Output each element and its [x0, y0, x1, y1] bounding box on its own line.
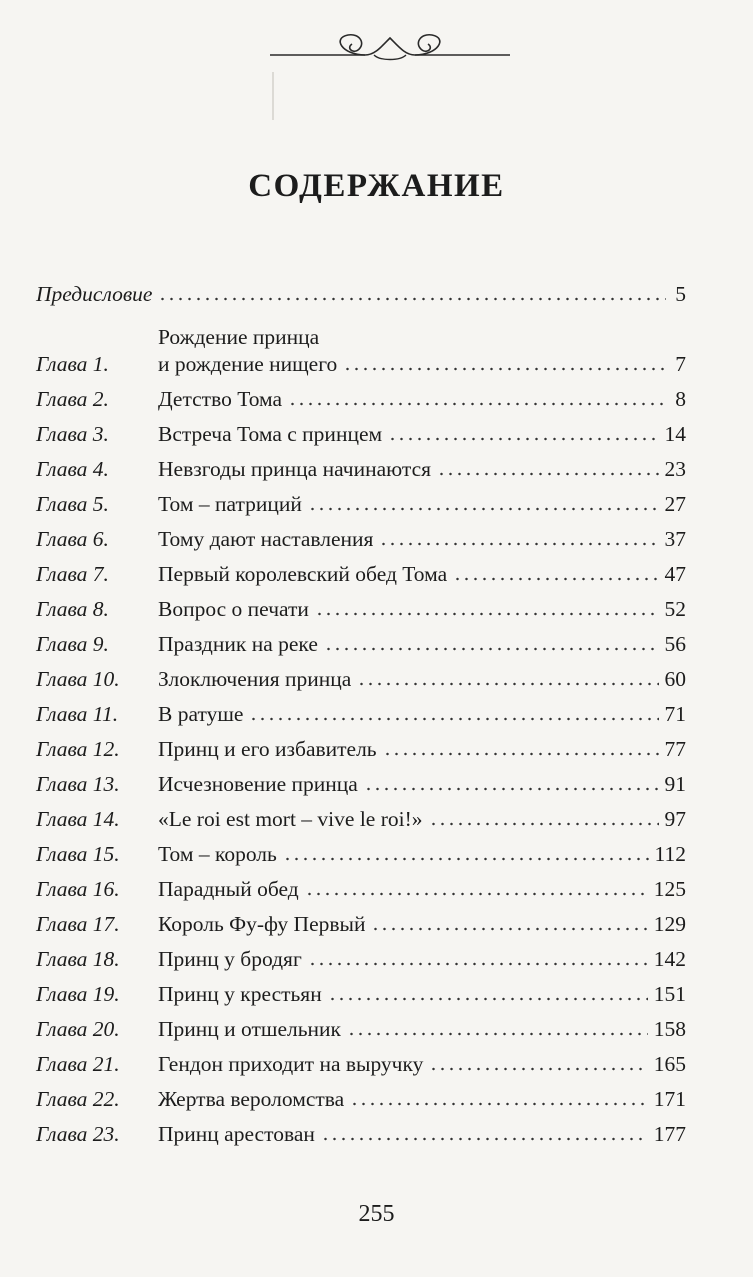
entry-body [158, 596, 686, 623]
chapter-title [158, 324, 337, 378]
dot-leader [305, 891, 648, 897]
chapter-label: Глава 15. [36, 842, 120, 866]
chapter-title-line: Вопрос о печати [158, 597, 309, 621]
chapter-page: 23 [664, 457, 686, 481]
chapter-title [158, 491, 302, 518]
chapter-page: 151 [653, 982, 686, 1006]
chapter-title-line: Том – король [158, 842, 277, 866]
toc-entry[interactable] [36, 1078, 686, 1113]
chapter-page: 97 [664, 807, 686, 831]
entry-body [158, 771, 686, 798]
toc-entry[interactable] [36, 728, 686, 763]
table-of-contents [36, 265, 686, 1148]
chapter-title-line: Гендон приходит на выручку [158, 1052, 424, 1076]
entry-body [158, 324, 686, 378]
entry-body [158, 631, 686, 658]
chapter-page: 52 [664, 597, 686, 621]
toc-entry[interactable] [36, 553, 686, 588]
chapter-page: 77 [664, 737, 686, 761]
toc-entry-preface[interactable] [36, 265, 686, 308]
chapter-title-line: Принц у бродяг [158, 947, 302, 971]
chapter-label: Глава 8. [36, 597, 109, 621]
chapter-title-line: Принц и его избавитель [158, 737, 377, 761]
toc-entry[interactable] [36, 868, 686, 903]
entry-body [158, 1121, 686, 1148]
chapter-title [158, 1121, 315, 1148]
chapter-title [158, 736, 377, 763]
chapter-page: 91 [664, 772, 686, 796]
chapter-page: 171 [653, 1087, 686, 1111]
toc-entry[interactable] [36, 1113, 686, 1148]
entry-body [158, 1086, 686, 1113]
chapter-title-line: Том – патриций [158, 492, 302, 516]
chapter-label: Глава 19. [36, 982, 120, 1006]
dot-leader [437, 471, 658, 477]
chapter-label: Глава 23. [36, 1122, 120, 1146]
chapter-title [158, 631, 318, 658]
chapter-page: 165 [653, 1052, 686, 1076]
chapter-title-line: Исчезновение принца [158, 772, 358, 796]
entry-body [158, 1016, 686, 1043]
toc-entry[interactable] [36, 413, 686, 448]
chapter-title [158, 596, 309, 623]
entry-body [158, 561, 686, 588]
chapter-page: 37 [664, 527, 686, 551]
toc-entry[interactable] [36, 448, 686, 483]
chapter-title [158, 841, 277, 868]
toc-entry[interactable] [36, 903, 686, 938]
dot-leader [343, 366, 666, 372]
chapter-label: Глава 11. [36, 702, 119, 726]
toc-entry[interactable] [36, 763, 686, 798]
toc-entry[interactable] [36, 938, 686, 973]
chapter-page: 27 [664, 492, 686, 516]
entry-body [158, 946, 686, 973]
toc-entry[interactable] [36, 308, 686, 378]
dot-leader [283, 856, 649, 862]
chapter-label: Глава 2. [36, 387, 109, 411]
toc-entry[interactable] [36, 378, 686, 413]
dot-leader [249, 716, 658, 722]
chapter-title-line: Встреча Тома с принцем [158, 422, 383, 446]
entry-body [158, 876, 686, 903]
preface-title: Предисловие [36, 282, 153, 306]
entry-body [158, 386, 686, 413]
entry-body [158, 456, 686, 483]
chapter-page: 177 [653, 1122, 686, 1146]
preface-page: 5 [675, 282, 686, 306]
chapter-page: 158 [653, 1017, 686, 1041]
chapter-title-line: Принц арестован [158, 1122, 315, 1146]
dot-leader [453, 576, 658, 582]
chapter-label: Глава 14. [36, 807, 120, 831]
chapter-title [158, 666, 351, 693]
chapter-page: 129 [653, 912, 686, 936]
entry-body [158, 806, 686, 833]
entry-body [158, 526, 686, 553]
entry-body [158, 981, 686, 1008]
dot-leader [321, 1136, 648, 1142]
chapter-label: Глава 10. [36, 667, 120, 691]
toc-entry[interactable] [36, 658, 686, 693]
dot-leader [324, 646, 659, 652]
chapter-label: Глава 3. [36, 422, 109, 446]
chapter-title [158, 561, 447, 588]
bleed-through-mark [272, 72, 274, 120]
toc-entry[interactable] [36, 693, 686, 728]
chapter-title [158, 1016, 341, 1043]
chapter-title [158, 876, 299, 903]
dot-leader [371, 926, 647, 932]
chapter-label: Глава 18. [36, 947, 120, 971]
dot-leader [350, 1101, 648, 1107]
chapter-page: 7 [675, 352, 686, 376]
chapter-label: Глава 1. [36, 352, 109, 376]
chapter-label: Глава 4. [36, 457, 109, 481]
dot-leader [383, 751, 659, 757]
toc-entry[interactable] [36, 973, 686, 1008]
dot-leader [288, 401, 666, 407]
chapter-label: Глава 22. [36, 1087, 120, 1111]
chapter-label: Глава 6. [36, 527, 109, 551]
toc-entry[interactable] [36, 798, 686, 833]
chapter-title-line: «Le roi est mort – vive le roi!» [158, 807, 423, 831]
chapter-title [158, 421, 382, 448]
entry-body [158, 911, 686, 938]
chapter-title [158, 1086, 344, 1113]
chapter-title [158, 981, 322, 1008]
entry-body [158, 736, 686, 763]
chapter-title [158, 1051, 423, 1078]
entry-body [158, 701, 686, 728]
chapter-title-line: Праздник на реке [158, 632, 318, 656]
chapter-label: Глава 9. [36, 632, 109, 656]
entry-body [158, 841, 686, 868]
chapter-label: Глава 21. [36, 1052, 120, 1076]
chapter-page: 56 [664, 632, 686, 656]
dot-leader [308, 506, 659, 512]
dot-leader [158, 296, 666, 302]
dot-leader [347, 1031, 648, 1037]
chapter-title [158, 386, 282, 413]
chapter-title-line: Первый королевский обед Тома [158, 562, 448, 586]
chapter-page: 71 [664, 702, 686, 726]
chapter-title-line: В ратуше [158, 702, 244, 726]
chapter-title [158, 806, 423, 833]
toc-entry[interactable] [36, 483, 686, 518]
chapter-label: Глава 17. [36, 912, 120, 936]
dot-leader [328, 996, 648, 1002]
flourish-ornament-icon [270, 28, 510, 68]
toc-entry[interactable] [36, 833, 686, 868]
chapter-page: 14 [664, 422, 686, 446]
chapter-label: Глава 5. [36, 492, 109, 516]
chapter-title [158, 911, 365, 938]
entry-body [158, 1051, 686, 1078]
chapter-page: 142 [653, 947, 686, 971]
chapter-title [158, 701, 243, 728]
chapter-page: 60 [664, 667, 686, 691]
toc-entry[interactable] [36, 1008, 686, 1043]
chapter-title-line: Король Фу-фу Первый [158, 912, 366, 936]
chapter-title-line: Жертва вероломства [158, 1087, 345, 1111]
dot-leader [315, 611, 659, 617]
chapter-page: 125 [653, 877, 686, 901]
chapter-label: Глава 20. [36, 1017, 120, 1041]
chapter-title [158, 771, 358, 798]
page-number: 255 [358, 1201, 395, 1227]
entry-body [158, 491, 686, 518]
chapter-title [158, 526, 373, 553]
chapter-title [158, 456, 431, 483]
chapter-page: 112 [654, 842, 686, 866]
toc-entry[interactable] [36, 623, 686, 658]
toc-entry[interactable] [36, 588, 686, 623]
toc-entry[interactable] [36, 1043, 686, 1078]
dot-leader [379, 541, 658, 547]
chapter-page: 8 [675, 387, 686, 411]
dot-leader [429, 821, 659, 827]
toc-entry[interactable] [36, 518, 686, 553]
dot-leader [308, 961, 648, 967]
page-title: СОДЕРЖАНИЕ [248, 168, 505, 204]
chapter-title [158, 946, 302, 973]
chapter-title-line: Невзгоды принца начинаются [158, 457, 432, 481]
chapter-page: 47 [664, 562, 686, 586]
chapter-title-line: Детство Тома [158, 387, 283, 411]
dot-leader [357, 681, 658, 687]
chapter-title-line: Парадный обед [158, 877, 299, 901]
chapter-label: Глава 13. [36, 772, 120, 796]
chapter-label: Глава 12. [36, 737, 120, 761]
chapter-label: Глава 7. [36, 562, 109, 586]
chapter-label: Глава 16. [36, 877, 120, 901]
chapter-title-line: Тому дают наставления [158, 527, 374, 551]
chapter-title-line: Злоключения принца [158, 667, 352, 691]
dot-leader [388, 436, 658, 442]
dot-leader [429, 1066, 647, 1072]
chapter-title-line: Принц и отшельник [158, 1017, 342, 1041]
chapter-title-line: Принц у крестьян [158, 982, 322, 1006]
chapter-title-line: и рождение нищего [158, 352, 338, 376]
chapter-title-line: Рождение принца [158, 325, 320, 349]
dot-leader [364, 786, 659, 792]
entry-body [158, 666, 686, 693]
entry-body [158, 421, 686, 448]
